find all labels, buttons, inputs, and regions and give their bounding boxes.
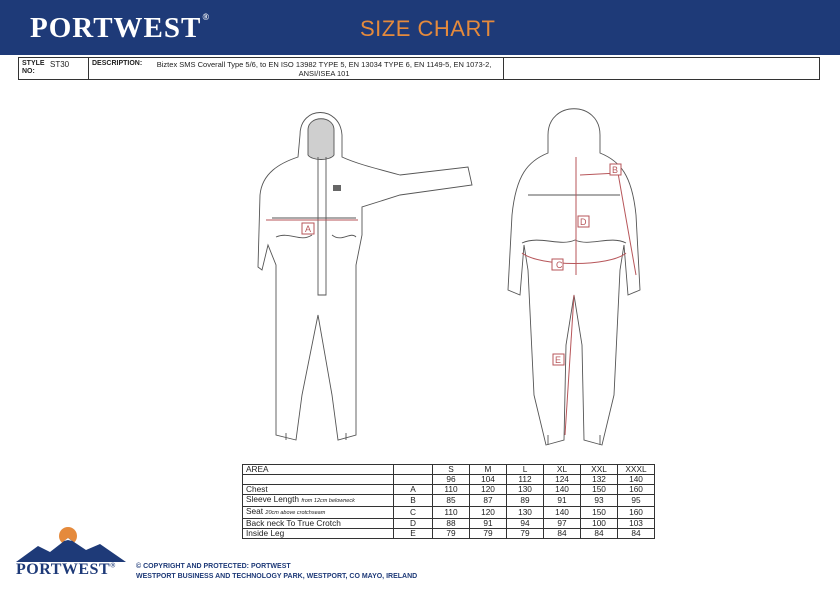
table-cell: 104 (470, 475, 507, 485)
code-header (394, 465, 433, 475)
table-cell: 140 (544, 507, 581, 519)
style-label: STYLE NO: (22, 60, 45, 75)
table-cell: 79 (433, 529, 470, 539)
table-cell: 93 (581, 495, 618, 507)
table-row (243, 495, 655, 507)
table-cell: 87 (470, 495, 507, 507)
size-header: S (433, 465, 470, 475)
letter-a: A (305, 224, 312, 234)
table-cell: 110 (433, 485, 470, 495)
row-area: Inside Leg (243, 529, 394, 539)
letter-d: D (580, 217, 587, 227)
table-cell: 132 (581, 475, 618, 485)
size-table (242, 464, 655, 539)
table-row (243, 507, 655, 519)
letter-e: E (555, 355, 562, 365)
table-row (243, 485, 655, 495)
row-area: Seat 20cm above crotchseam (243, 507, 394, 519)
subrow-area (243, 475, 394, 485)
table-cell: 94 (507, 519, 544, 529)
mountain-logo-icon (16, 524, 126, 562)
table-cell: 124 (544, 475, 581, 485)
table-cell: 96 (433, 475, 470, 485)
table-cell: 91 (470, 519, 507, 529)
table-cell: 140 (618, 475, 655, 485)
info-bar (18, 57, 820, 80)
table-cell: 84 (544, 529, 581, 539)
table-cell: 150 (581, 507, 618, 519)
row-area: Chest (243, 485, 394, 495)
brand-logo: PORTWEST® (30, 12, 211, 44)
table-cell: 79 (470, 529, 507, 539)
table-cell: 95 (618, 495, 655, 507)
size-header: L (507, 465, 544, 475)
style-cell (19, 58, 89, 79)
footer-text (136, 562, 417, 582)
footer-brand: PORTWEST® (16, 561, 116, 578)
table-cell: 91 (544, 495, 581, 507)
row-area: Back neck To True Crotch (243, 519, 394, 529)
table-cell: 89 (507, 495, 544, 507)
empty-cell (504, 58, 819, 79)
table-cell: 120 (470, 485, 507, 495)
row-code: E (394, 529, 433, 539)
table-cell: 88 (433, 519, 470, 529)
address-line: WESTPORT BUSINESS AND TECHNOLOGY PARK, WESTPORT, CO MAYO, IRELAND (136, 573, 418, 580)
page-title: SIZE CHART (360, 16, 496, 41)
style-value: ST30 (50, 60, 70, 69)
table-cell: 130 (507, 485, 544, 495)
front-measure-a (266, 220, 358, 234)
row-code: A (394, 485, 433, 495)
size-header: M (470, 465, 507, 475)
table-cell: 112 (507, 475, 544, 485)
table-cell: 140 (544, 485, 581, 495)
copyright-line: © COPYRIGHT AND PROTECTED: PORTWEST (136, 563, 291, 570)
size-header: XXL (581, 465, 618, 475)
table-cell: 160 (618, 485, 655, 495)
table-cell: 110 (433, 507, 470, 519)
row-area: Sleeve Length from 12cm belowneck (243, 495, 394, 507)
table-cell: 97 (544, 519, 581, 529)
table-subrow (243, 475, 655, 485)
row-code: D (394, 519, 433, 529)
table-cell: 150 (581, 485, 618, 495)
table-header-row (243, 465, 655, 475)
row-code: B (394, 495, 433, 507)
area-header: AREA (243, 465, 394, 475)
table-cell: 103 (618, 519, 655, 529)
subrow-code (394, 475, 433, 485)
header-bar (0, 0, 840, 55)
front-view (258, 113, 472, 441)
table-cell: 84 (618, 529, 655, 539)
table-cell: 84 (581, 529, 618, 539)
description-label: DESCRIPTION: (92, 60, 143, 67)
table-row (243, 519, 655, 529)
table-cell: 120 (470, 507, 507, 519)
description-cell (89, 58, 504, 79)
size-header: XXXL (618, 465, 655, 475)
description-value: Biztex SMS Coverall Type 5/6, to EN ISO 13982 TYPE 5, EN 13034 TYPE 6, EN 1149-5, EN 1073-2, ANSI/ISEA 101 (156, 60, 492, 78)
table-cell: 130 (507, 507, 544, 519)
table-cell: 79 (507, 529, 544, 539)
table-row (243, 529, 655, 539)
coverall-diagram (0, 95, 840, 455)
table-cell: 160 (618, 507, 655, 519)
back-view (508, 109, 640, 445)
size-header: XL (544, 465, 581, 475)
row-code: C (394, 507, 433, 519)
letter-b: B (612, 165, 619, 175)
table-cell: 100 (581, 519, 618, 529)
table-cell: 85 (433, 495, 470, 507)
letter-c: C (556, 260, 563, 270)
